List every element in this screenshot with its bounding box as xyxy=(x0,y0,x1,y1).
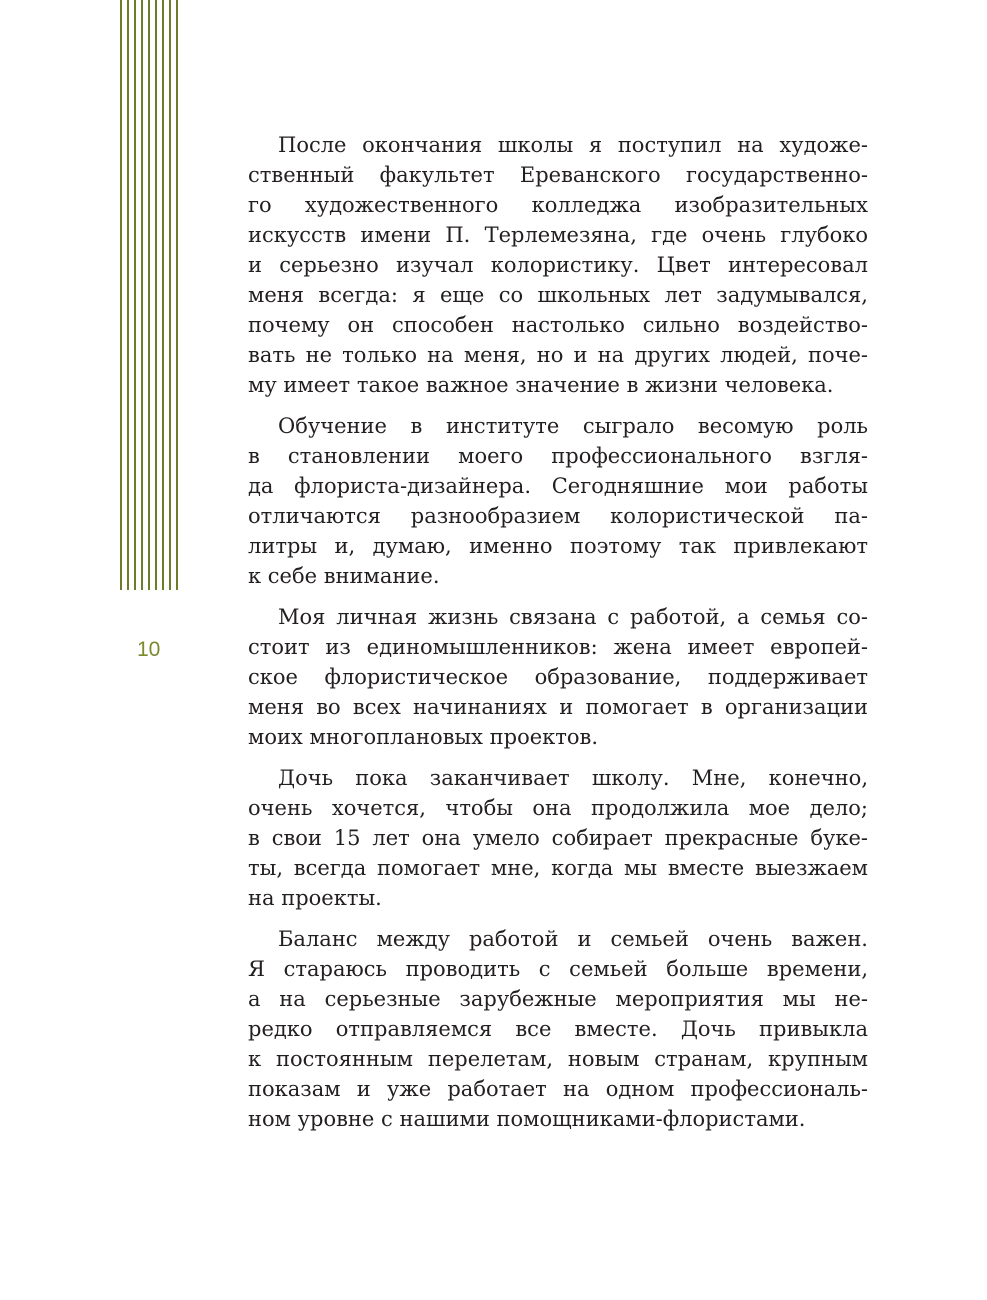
text-line: моих многоплановых проектов. xyxy=(248,725,599,749)
text-line: Дочь пока заканчивает школу. Мне, конечно, xyxy=(278,766,868,790)
text-line: редко отправляемся все вместе. Дочь привыкла xyxy=(248,1017,868,1041)
stripe-line xyxy=(134,0,136,590)
text-line: меня всегда: я еще со школьных лет задумывался, xyxy=(248,283,868,307)
text-line: Обучение в институте сыграло весомую роль xyxy=(278,414,868,438)
text-line: да флориста-дизайнера. Сегодняшние мои работы xyxy=(248,474,868,498)
paragraph xyxy=(248,602,868,752)
text-line: к себе внимание. xyxy=(248,564,440,588)
paragraph xyxy=(248,411,868,591)
text-line: почему он способен настолько сильно воздейство- xyxy=(248,313,868,337)
text-line: меня во всех начинаниях и помогает в организации xyxy=(248,695,868,719)
text-line: ское флористическое образование, поддерживает xyxy=(248,665,868,689)
text-line: Моя личная жизнь связана с работой, а семья со- xyxy=(278,605,868,629)
text-line: ном уровне с нашими помощниками-флористами. xyxy=(248,1107,806,1131)
text-line: После окончания школы я поступил на художе- xyxy=(278,133,868,157)
paragraph xyxy=(248,924,868,1134)
text-line: а на серьезные зарубежные мероприятия мы не- xyxy=(248,987,868,1011)
text-line: му имеет такое важное значение в жизни человека. xyxy=(248,373,834,397)
stripe-line xyxy=(141,0,143,590)
text-line: и серьезно изучал колористику. Цвет интересовал xyxy=(248,253,868,277)
text-line: очень хочется, чтобы она продолжила мое дело; xyxy=(248,796,868,820)
text-line: в становлении моего профессионального взгля- xyxy=(248,444,868,468)
stripe-line xyxy=(148,0,150,590)
paragraph xyxy=(248,763,868,913)
stripe-line xyxy=(176,0,178,590)
stripe-line xyxy=(162,0,164,590)
text-line: отличаются разнообразием колористической па- xyxy=(248,504,868,528)
text-line: на проекты. xyxy=(248,886,382,910)
stripe-line xyxy=(155,0,157,590)
stripe-line xyxy=(169,0,171,590)
paragraph xyxy=(248,130,868,400)
text-line: к постоянным перелетам, новым странам, крупным xyxy=(248,1047,868,1071)
text-line: литры и, думаю, именно поэтому так привлекают xyxy=(248,534,868,558)
body-text xyxy=(248,130,868,1145)
text-line: ственный факультет Ереванского государственно- xyxy=(248,163,868,187)
text-line: го художественного колледжа изобразительных xyxy=(248,193,868,217)
text-line: показам и уже работает на одном профессиональ- xyxy=(248,1077,868,1101)
text-line: Баланс между работой и семьей очень важен. xyxy=(278,927,868,951)
text-line: ты, всегда помогает мне, когда мы вместе выезжаем xyxy=(248,856,868,880)
stripe-line xyxy=(120,0,122,590)
page-number: 10 xyxy=(137,638,161,661)
decorative-stripes xyxy=(120,0,176,590)
text-line: в свои 15 лет она умело собирает прекрасные буке- xyxy=(248,826,868,850)
text-line: Я стараюсь проводить с семьей больше времени, xyxy=(248,957,868,981)
text-line: вать не только на меня, но и на других людей, поче- xyxy=(248,343,868,367)
text-line: стоит из единомышленников: жена имеет европей- xyxy=(248,635,868,659)
stripe-line xyxy=(127,0,129,590)
text-line: искусств имени П. Терлемезяна, где очень глубоко xyxy=(248,223,868,247)
